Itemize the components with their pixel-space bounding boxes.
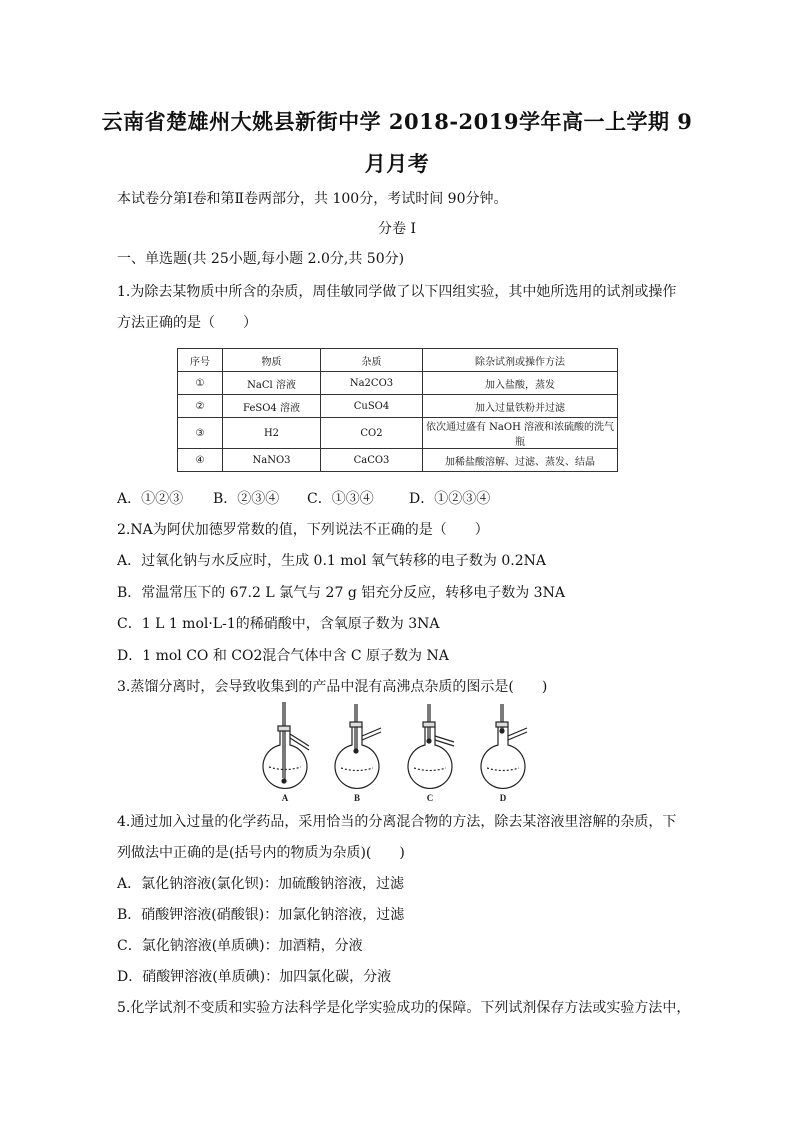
q2-option-b: B．常温常压下的 67.2 L 氯气与 27 g 铝充分反应，转移电子数为 3NA <box>117 585 565 601</box>
exam-intro: 本试卷分第Ⅰ卷和第Ⅱ卷两部分，共 100分，考试时间 90分钟。 <box>117 191 508 207</box>
table-row <box>178 449 618 472</box>
flask-d-drawing <box>481 704 527 788</box>
q5-stem-line1: 5.化学试剂不变质和实验方法科学是化学实验成功的保障。下列试剂保存方法或实验方法中， <box>117 1000 691 1016</box>
q3-stem: 3.蒸馏分离时，会导致收集到的产品中混有高沸点杂质的图示是( ) <box>117 679 548 695</box>
figure-label-c: C <box>426 793 434 803</box>
table-header-row <box>178 349 618 372</box>
table-cell: H2 <box>223 418 321 449</box>
table-cell: ③ <box>178 418 223 449</box>
table-row <box>178 395 618 418</box>
figure-label-d: D <box>499 793 507 803</box>
q1-option-a: A．①②③ <box>117 491 184 507</box>
q4-option-a: A．氯化钠溶液(氯化钡)：加硫酸钠溶液，过滤 <box>117 876 405 892</box>
q1-option-d: D．①②③④ <box>409 491 491 507</box>
flask-a-drawing <box>263 702 309 788</box>
table-header-cell: 杂质 <box>321 349 423 372</box>
distillation-flask-figure <box>258 700 538 804</box>
q1-stem-line2: 方法正确的是（ ） <box>117 315 257 331</box>
q4-option-d: D．硝酸钾溶液(单质碘)：加四氯化碳，分液 <box>117 969 392 985</box>
q2-option-a: A．过氧化钠与水反应时，生成 0.1 mol 氧气转移的电子数为 0.2NA <box>117 553 546 569</box>
q4-stem-line2: 列做法中正确的是(括号内的物质为杂质)( ) <box>117 845 405 861</box>
table-cell: CO2 <box>321 418 423 449</box>
table-cell: ④ <box>178 449 223 472</box>
q4-option-c: C．氯化钠溶液(单质碘)：加酒精，分液 <box>117 938 363 954</box>
table-cell: 加入盐酸，蒸发 <box>423 372 618 395</box>
q4-stem-line1: 4.通过加入过量的化学药品，采用恰当的分离混合物的方法，除去某溶液里溶解的杂质，下 <box>117 814 677 830</box>
table-cell: FeSO4 溶液 <box>223 395 321 418</box>
table-cell: CuSO4 <box>321 395 423 418</box>
q1-option-c: C．①③④ <box>307 491 374 507</box>
part-heading: 一、单选题(共 25小题,每小题 2.0分,共 50分) <box>117 251 405 267</box>
q1-option-b: B．②③④ <box>213 491 280 507</box>
table-cell: ② <box>178 395 223 418</box>
table-header-cell: 除杂试剂或操作方法 <box>423 349 618 372</box>
exam-title-line2: 月月考 <box>364 151 430 176</box>
table-cell: NaCl 溶液 <box>223 372 321 395</box>
table-header-cell: 物质 <box>223 349 321 372</box>
q1-stem-line1: 1.为除去某物质中所含的杂质，周佳敏同学做了以下四组实验，其中她所选用的试剂或操作 <box>117 284 677 300</box>
table-cell: Na2CO3 <box>321 372 423 395</box>
q2-option-d: D．1 mol CO 和 CO2混合气体中含 C 原子数为 NA <box>117 648 449 664</box>
q2-stem: 2.NA为阿伏加德罗常数的值，下列说法不正确的是（ ） <box>117 522 489 538</box>
table-cell: ① <box>178 372 223 395</box>
table-row <box>178 418 618 449</box>
table-cell: NaNO3 <box>223 449 321 472</box>
figure-label-a: A <box>281 793 289 803</box>
q4-option-b: B．硝酸钾溶液(硝酸银)：加氯化钠溶液，过滤 <box>117 907 405 923</box>
flask-c-drawing <box>408 704 454 788</box>
table-header-cell: 序号 <box>178 349 223 372</box>
table-row <box>178 372 618 395</box>
q1-table <box>177 348 618 472</box>
table-cell: 依次通过盛有 NaOH 溶液和浓硫酸的洗气瓶 <box>423 418 618 449</box>
table-cell: 加入过量铁粉并过滤 <box>423 395 618 418</box>
table-cell: CaCO3 <box>321 449 423 472</box>
exam-title-line1: 云南省楚雄州大姚县新街中学 2018-2019学年高一上学期 9 <box>101 109 693 134</box>
table-cell: 加稀盐酸溶解、过滤、蒸发、结晶 <box>423 449 618 472</box>
figure-label-b: B <box>353 793 361 803</box>
section-heading: 分卷 I <box>378 221 416 237</box>
flask-b-drawing <box>335 704 381 788</box>
q2-option-c: C．1 L 1 mol·L-1的稀硝酸中，含氧原子数为 3NA <box>117 616 440 632</box>
